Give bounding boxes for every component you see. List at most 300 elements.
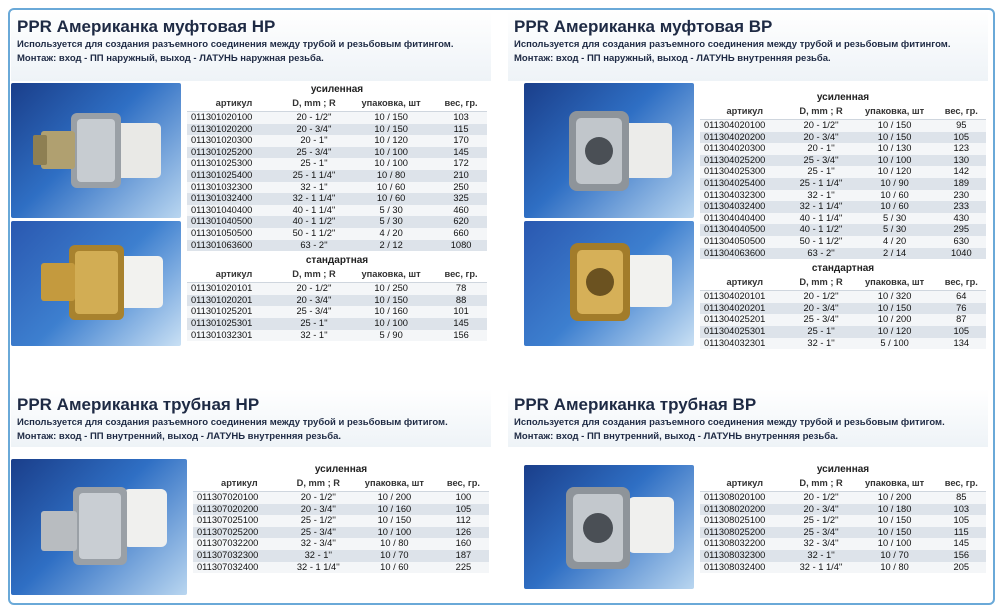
table-row: [187, 306, 487, 318]
section-mounting: Монтаж: вход - ПП внутренний, выход - ЛАТУНЬ внутренняя резьба.: [17, 431, 342, 442]
table-row: [193, 492, 489, 504]
table-row: [187, 318, 487, 330]
article-cell: 011304032400: [700, 201, 790, 213]
table-row: [700, 291, 986, 303]
col-weight: вес, гр.: [435, 97, 487, 112]
size-cell: 20 - 1'': [281, 135, 347, 147]
size-cell: 25 - 3/4'': [790, 155, 853, 167]
table-row: [700, 236, 986, 248]
size-cell: 40 - 1 1/2'': [790, 224, 853, 236]
article-cell: 011307025100: [193, 515, 286, 527]
size-cell: 25 - 3/4'': [286, 527, 351, 539]
weight-cell: 115: [435, 124, 487, 136]
weight-cell: 142: [937, 166, 986, 178]
weight-cell: 172: [435, 158, 487, 170]
weight-cell: 87: [937, 314, 986, 326]
pack-cell: 10 / 100: [853, 155, 937, 167]
table-row: [187, 228, 487, 240]
size-cell: 25 - 1'': [281, 318, 347, 330]
col-size: D, mm ; R: [281, 97, 347, 112]
size-cell: 25 - 1/2'': [286, 515, 351, 527]
article-cell: 011307032200: [193, 538, 286, 550]
product-photo-silver: [524, 83, 694, 218]
pack-cell: 10 / 150: [853, 527, 937, 539]
pack-cell: 10 / 60: [853, 190, 937, 202]
pack-cell: 5 / 100: [853, 338, 937, 350]
size-cell: 32 - 1 1/4'': [286, 562, 351, 574]
size-cell: 63 - 2'': [790, 248, 853, 260]
weight-cell: 105: [937, 326, 986, 338]
size-cell: 25 - 1/2'': [790, 515, 853, 527]
section-description: Используется для создания разъемного соединения между трубой и резьбовым фитигом.: [514, 417, 945, 428]
article-cell: 011301020201: [187, 295, 281, 307]
pack-cell: 10 / 60: [351, 562, 438, 574]
pack-cell: 10 / 100: [347, 147, 435, 159]
table-row: [700, 538, 986, 550]
article-cell: 011308032400: [700, 562, 790, 574]
table-row: [193, 527, 489, 539]
weight-cell: 295: [937, 224, 986, 236]
table-row: [700, 303, 986, 315]
pack-cell: 10 / 160: [351, 504, 438, 516]
weight-cell: 130: [937, 155, 986, 167]
table-row: [187, 182, 487, 194]
article-cell: 011304020200: [700, 132, 790, 144]
size-cell: 32 - 1'': [281, 182, 347, 194]
size-cell: 40 - 1 1/2'': [281, 216, 347, 228]
size-cell: 63 - 2'': [281, 240, 347, 252]
pack-cell: 10 / 150: [853, 515, 937, 527]
section-mufta-nr: [11, 11, 491, 388]
article-cell: 011308032300: [700, 550, 790, 562]
table-row: [187, 124, 487, 136]
weight-cell: 160: [438, 538, 489, 550]
table-row: [700, 326, 986, 338]
weight-cell: 123: [937, 143, 986, 155]
weight-cell: 170: [435, 135, 487, 147]
section-trub-nr: [11, 389, 491, 599]
pack-cell: 10 / 70: [351, 550, 438, 562]
size-cell: 32 - 1'': [790, 338, 853, 350]
table-row: [193, 515, 489, 527]
fitting-brass-icon: [11, 221, 181, 346]
table-row: [193, 550, 489, 562]
table-row: [700, 143, 986, 155]
article-cell: 011301040400: [187, 205, 281, 217]
table-row: [700, 248, 986, 260]
weight-cell: 210: [435, 170, 487, 182]
article-cell: 011308025200: [700, 527, 790, 539]
article-cell: 011304020100: [700, 120, 790, 132]
article-cell: 011304025300: [700, 166, 790, 178]
table-row: [700, 562, 986, 574]
section-description: Используется для создания разъемного соединения между трубой и резьбовым фитингом.: [17, 39, 454, 50]
section-mounting: Монтаж: вход - ПП наружный, выход - ЛАТУНЬ внутренняя резьба.: [514, 53, 831, 64]
weight-cell: 105: [438, 504, 489, 516]
table-row: [700, 527, 986, 539]
article-cell: 011301020300: [187, 135, 281, 147]
pack-cell: 10 / 60: [347, 193, 435, 205]
weight-cell: 64: [937, 291, 986, 303]
size-cell: 25 - 3/4'': [281, 147, 347, 159]
product-photo-silver: [11, 83, 181, 218]
weight-cell: 112: [438, 515, 489, 527]
table-row: [700, 166, 986, 178]
fitting-silver-icon: [11, 83, 181, 218]
article-cell: 011304032300: [700, 190, 790, 202]
article-cell: 011307032400: [193, 562, 286, 574]
group-label: стандартная: [305, 255, 369, 267]
pack-cell: 10 / 150: [347, 112, 435, 124]
pack-cell: 10 / 80: [853, 562, 937, 574]
article-cell: 011301025200: [187, 147, 281, 159]
pack-cell: 4 / 20: [347, 228, 435, 240]
section-mufta-vr: [508, 11, 988, 388]
article-cell: 011301040500: [187, 216, 281, 228]
pack-cell: 10 / 320: [853, 291, 937, 303]
table-row: [700, 120, 986, 132]
col-size: D, mm ; R: [790, 477, 853, 492]
size-cell: 32 - 1 1/4'': [790, 201, 853, 213]
size-cell: 25 - 1'': [790, 166, 853, 178]
table-row: [700, 492, 986, 504]
section-header: [508, 389, 988, 447]
pack-cell: 10 / 100: [347, 318, 435, 330]
size-cell: 50 - 1 1/2'': [281, 228, 347, 240]
pack-cell: 10 / 200: [853, 314, 937, 326]
pack-cell: 10 / 150: [853, 132, 937, 144]
section-description: Используется для создания разъемного соединения между трубой и резьбовым фитингом.: [514, 39, 951, 50]
weight-cell: 189: [937, 178, 986, 190]
group-label: усиленная: [816, 464, 870, 475]
article-cell: 011304025201: [700, 314, 790, 326]
section-mounting: Монтаж: вход - ПП наружный, выход - ЛАТУНЬ наружная резьба.: [17, 53, 324, 64]
col-weight: вес, гр.: [937, 105, 986, 120]
weight-cell: 620: [435, 216, 487, 228]
fitting-silver-icon: [524, 465, 694, 589]
article-cell: 011308020200: [700, 504, 790, 516]
weight-cell: 430: [937, 213, 986, 225]
article-cell: 011301025201: [187, 306, 281, 318]
col-pack: упаковка, шт: [347, 97, 435, 112]
article-cell: 011304020101: [700, 291, 790, 303]
group-label: стандартная: [811, 263, 875, 275]
weight-cell: 156: [435, 330, 487, 342]
weight-cell: 78: [435, 283, 487, 295]
weight-cell: 105: [937, 132, 986, 144]
article-cell: 011301032301: [187, 330, 281, 342]
table-row: [700, 515, 986, 527]
pack-cell: 10 / 150: [853, 303, 937, 315]
spec-table: [193, 463, 489, 573]
table-row: [700, 338, 986, 350]
size-cell: 32 - 1'': [281, 330, 347, 342]
weight-cell: 230: [937, 190, 986, 202]
article-cell: 011304025400: [700, 178, 790, 190]
table-row: [193, 538, 489, 550]
size-cell: 25 - 1'': [281, 158, 347, 170]
table-row: [187, 283, 487, 295]
pack-cell: 10 / 250: [347, 283, 435, 295]
spec-table: [700, 91, 986, 349]
article-cell: 011301025400: [187, 170, 281, 182]
article-cell: 011301032300: [187, 182, 281, 194]
pack-cell: 10 / 120: [347, 135, 435, 147]
pack-cell: 10 / 150: [347, 295, 435, 307]
article-cell: 011304025200: [700, 155, 790, 167]
weight-cell: 630: [937, 236, 986, 248]
col-article: артикул: [193, 477, 286, 492]
pack-cell: 2 / 14: [853, 248, 937, 260]
table-row: [187, 193, 487, 205]
article-cell: 011308020100: [700, 492, 790, 504]
table-row: [187, 330, 487, 342]
pack-cell: 10 / 120: [853, 166, 937, 178]
size-cell: 32 - 1'': [790, 190, 853, 202]
weight-cell: 126: [438, 527, 489, 539]
section-header: [508, 11, 988, 81]
table-row: [700, 201, 986, 213]
article-cell: 011301020100: [187, 112, 281, 124]
weight-cell: 88: [435, 295, 487, 307]
group-label: усиленная: [310, 84, 364, 95]
weight-cell: 145: [435, 318, 487, 330]
section-header: [11, 11, 491, 81]
size-cell: 32 - 1'': [286, 550, 351, 562]
article-cell: 011304020300: [700, 143, 790, 155]
pack-cell: 10 / 70: [853, 550, 937, 562]
article-cell: 011304050500: [700, 236, 790, 248]
pack-cell: 10 / 200: [351, 492, 438, 504]
article-cell: 011301020101: [187, 283, 281, 295]
section-title: PPR Американка муфтовая НР: [17, 17, 276, 36]
weight-cell: 100: [438, 492, 489, 504]
table-row: [700, 132, 986, 144]
size-cell: 20 - 1/2'': [790, 492, 853, 504]
table-row: [187, 112, 487, 124]
article-cell: 011304025301: [700, 326, 790, 338]
table-row: [700, 213, 986, 225]
table-row: [700, 155, 986, 167]
pack-cell: 5 / 30: [853, 224, 937, 236]
size-cell: 20 - 1/2'': [790, 291, 853, 303]
weight-cell: 134: [937, 338, 986, 350]
pack-cell: 5 / 90: [347, 330, 435, 342]
pack-cell: 5 / 30: [347, 216, 435, 228]
size-cell: 20 - 1/2'': [281, 283, 347, 295]
weight-cell: 187: [438, 550, 489, 562]
size-cell: 32 - 3/4'': [790, 538, 853, 550]
weight-cell: 250: [435, 182, 487, 194]
col-size: D, mm ; R: [790, 105, 853, 120]
article-cell: 011304040500: [700, 224, 790, 236]
article-cell: 011301025300: [187, 158, 281, 170]
col-pack: упаковка, шт: [853, 276, 937, 291]
product-photo-brass: [11, 221, 181, 346]
weight-cell: 325: [435, 193, 487, 205]
article-cell: 011307032300: [193, 550, 286, 562]
table-row: [700, 314, 986, 326]
size-cell: 20 - 3/4'': [281, 295, 347, 307]
pack-cell: 10 / 100: [347, 158, 435, 170]
section-title: PPR Американка трубная НР: [17, 395, 260, 414]
weight-cell: 233: [937, 201, 986, 213]
size-cell: 32 - 1'': [790, 550, 853, 562]
pack-cell: 10 / 80: [347, 170, 435, 182]
col-size: D, mm ; R: [790, 276, 853, 291]
article-cell: 011307020200: [193, 504, 286, 516]
size-cell: 20 - 3/4'': [790, 132, 853, 144]
size-cell: 50 - 1 1/2'': [790, 236, 853, 248]
col-weight: вес, гр.: [438, 477, 489, 492]
table-row: [187, 240, 487, 252]
spec-table: [187, 83, 487, 341]
section-title: PPR Американка муфтовая ВР: [514, 17, 773, 36]
weight-cell: 205: [937, 562, 986, 574]
article-cell: 011308032200: [700, 538, 790, 550]
table-row: [700, 190, 986, 202]
size-cell: 20 - 1'': [790, 143, 853, 155]
article-cell: 011301050500: [187, 228, 281, 240]
pack-cell: 10 / 150: [351, 515, 438, 527]
table-row: [187, 295, 487, 307]
size-cell: 20 - 3/4'': [790, 504, 853, 516]
weight-cell: 460: [435, 205, 487, 217]
pack-cell: 4 / 20: [853, 236, 937, 248]
weight-cell: 145: [937, 538, 986, 550]
weight-cell: 85: [937, 492, 986, 504]
size-cell: 25 - 1 1/4'': [790, 178, 853, 190]
fitting-silver-icon: [11, 459, 187, 595]
pack-cell: 10 / 160: [347, 306, 435, 318]
size-cell: 25 - 1'': [790, 326, 853, 338]
size-cell: 20 - 3/4'': [286, 504, 351, 516]
table-row: [187, 170, 487, 182]
table-row: [187, 216, 487, 228]
pack-cell: 10 / 60: [347, 182, 435, 194]
table-row: [187, 205, 487, 217]
size-cell: 32 - 1 1/4'': [790, 562, 853, 574]
size-cell: 25 - 3/4'': [790, 527, 853, 539]
weight-cell: 115: [937, 527, 986, 539]
pack-cell: 5 / 30: [853, 213, 937, 225]
col-weight: вес, гр.: [937, 477, 986, 492]
pack-cell: 10 / 150: [853, 120, 937, 132]
pack-cell: 5 / 30: [347, 205, 435, 217]
table-row: [700, 178, 986, 190]
weight-cell: 156: [937, 550, 986, 562]
pack-cell: 10 / 180: [853, 504, 937, 516]
weight-cell: 103: [937, 504, 986, 516]
weight-cell: 103: [435, 112, 487, 124]
weight-cell: 660: [435, 228, 487, 240]
size-cell: 32 - 1 1/4'': [281, 193, 347, 205]
section-description: Используется для создания разъемного соединения между трубой и резьбовым фитигом.: [17, 417, 448, 428]
pack-cell: 10 / 150: [347, 124, 435, 136]
col-article: артикул: [700, 276, 790, 291]
pack-cell: 10 / 80: [351, 538, 438, 550]
pack-cell: 2 / 12: [347, 240, 435, 252]
fitting-silver-icon: [524, 83, 694, 218]
size-cell: 20 - 1/2'': [286, 492, 351, 504]
product-photo-silver: [11, 459, 187, 595]
table-row: [700, 504, 986, 516]
table-row: [187, 135, 487, 147]
weight-cell: 95: [937, 120, 986, 132]
col-pack: упаковка, шт: [347, 268, 435, 283]
table-row: [193, 504, 489, 516]
size-cell: 40 - 1 1/4'': [281, 205, 347, 217]
pack-cell: 10 / 130: [853, 143, 937, 155]
pack-cell: 10 / 60: [853, 201, 937, 213]
article-cell: 011304063600: [700, 248, 790, 260]
weight-cell: 1080: [435, 240, 487, 252]
col-size: D, mm ; R: [281, 268, 347, 283]
col-size: D, mm ; R: [286, 477, 351, 492]
product-photo-silver: [524, 465, 694, 589]
group-label: усиленная: [314, 464, 368, 475]
article-cell: 011301020200: [187, 124, 281, 136]
col-weight: вес, гр.: [937, 276, 986, 291]
pack-cell: 10 / 100: [351, 527, 438, 539]
article-cell: 011301063600: [187, 240, 281, 252]
section-title: PPR Американка трубная ВР: [514, 395, 757, 414]
size-cell: 40 - 1 1/4'': [790, 213, 853, 225]
size-cell: 20 - 1/2'': [790, 120, 853, 132]
size-cell: 25 - 1 1/4'': [281, 170, 347, 182]
size-cell: 25 - 3/4'': [281, 306, 347, 318]
weight-cell: 145: [435, 147, 487, 159]
col-article: артикул: [700, 105, 790, 120]
pack-cell: 10 / 200: [853, 492, 937, 504]
col-article: артикул: [187, 268, 281, 283]
fitting-brass-icon: [524, 221, 694, 346]
col-article: артикул: [700, 477, 790, 492]
size-cell: 25 - 3/4'': [790, 314, 853, 326]
col-pack: упаковка, шт: [853, 105, 937, 120]
size-cell: 32 - 3/4'': [286, 538, 351, 550]
pack-cell: 10 / 120: [853, 326, 937, 338]
spec-table: [700, 463, 986, 573]
weight-cell: 1040: [937, 248, 986, 260]
col-pack: упаковка, шт: [351, 477, 438, 492]
size-cell: 20 - 3/4'': [790, 303, 853, 315]
pack-cell: 10 / 100: [853, 538, 937, 550]
section-mounting: Монтаж: вход - ПП внутренний, выход - ЛАТУНЬ внутренняя резьба.: [514, 431, 839, 442]
col-article: артикул: [187, 97, 281, 112]
table-row: [700, 550, 986, 562]
article-cell: 011304020201: [700, 303, 790, 315]
article-cell: 011308025100: [700, 515, 790, 527]
article-cell: 011304032301: [700, 338, 790, 350]
section-header: [11, 389, 491, 447]
weight-cell: 101: [435, 306, 487, 318]
pack-cell: 10 / 90: [853, 178, 937, 190]
table-row: [187, 158, 487, 170]
size-cell: 20 - 1/2'': [281, 112, 347, 124]
table-row: [187, 147, 487, 159]
article-cell: 011301032400: [187, 193, 281, 205]
col-weight: вес, гр.: [435, 268, 487, 283]
article-cell: 011307020100: [193, 492, 286, 504]
table-row: [193, 562, 489, 574]
product-photo-brass: [524, 221, 694, 346]
weight-cell: 225: [438, 562, 489, 574]
article-cell: 011307025200: [193, 527, 286, 539]
size-cell: 20 - 3/4'': [281, 124, 347, 136]
article-cell: 011301025301: [187, 318, 281, 330]
col-pack: упаковка, шт: [853, 477, 937, 492]
